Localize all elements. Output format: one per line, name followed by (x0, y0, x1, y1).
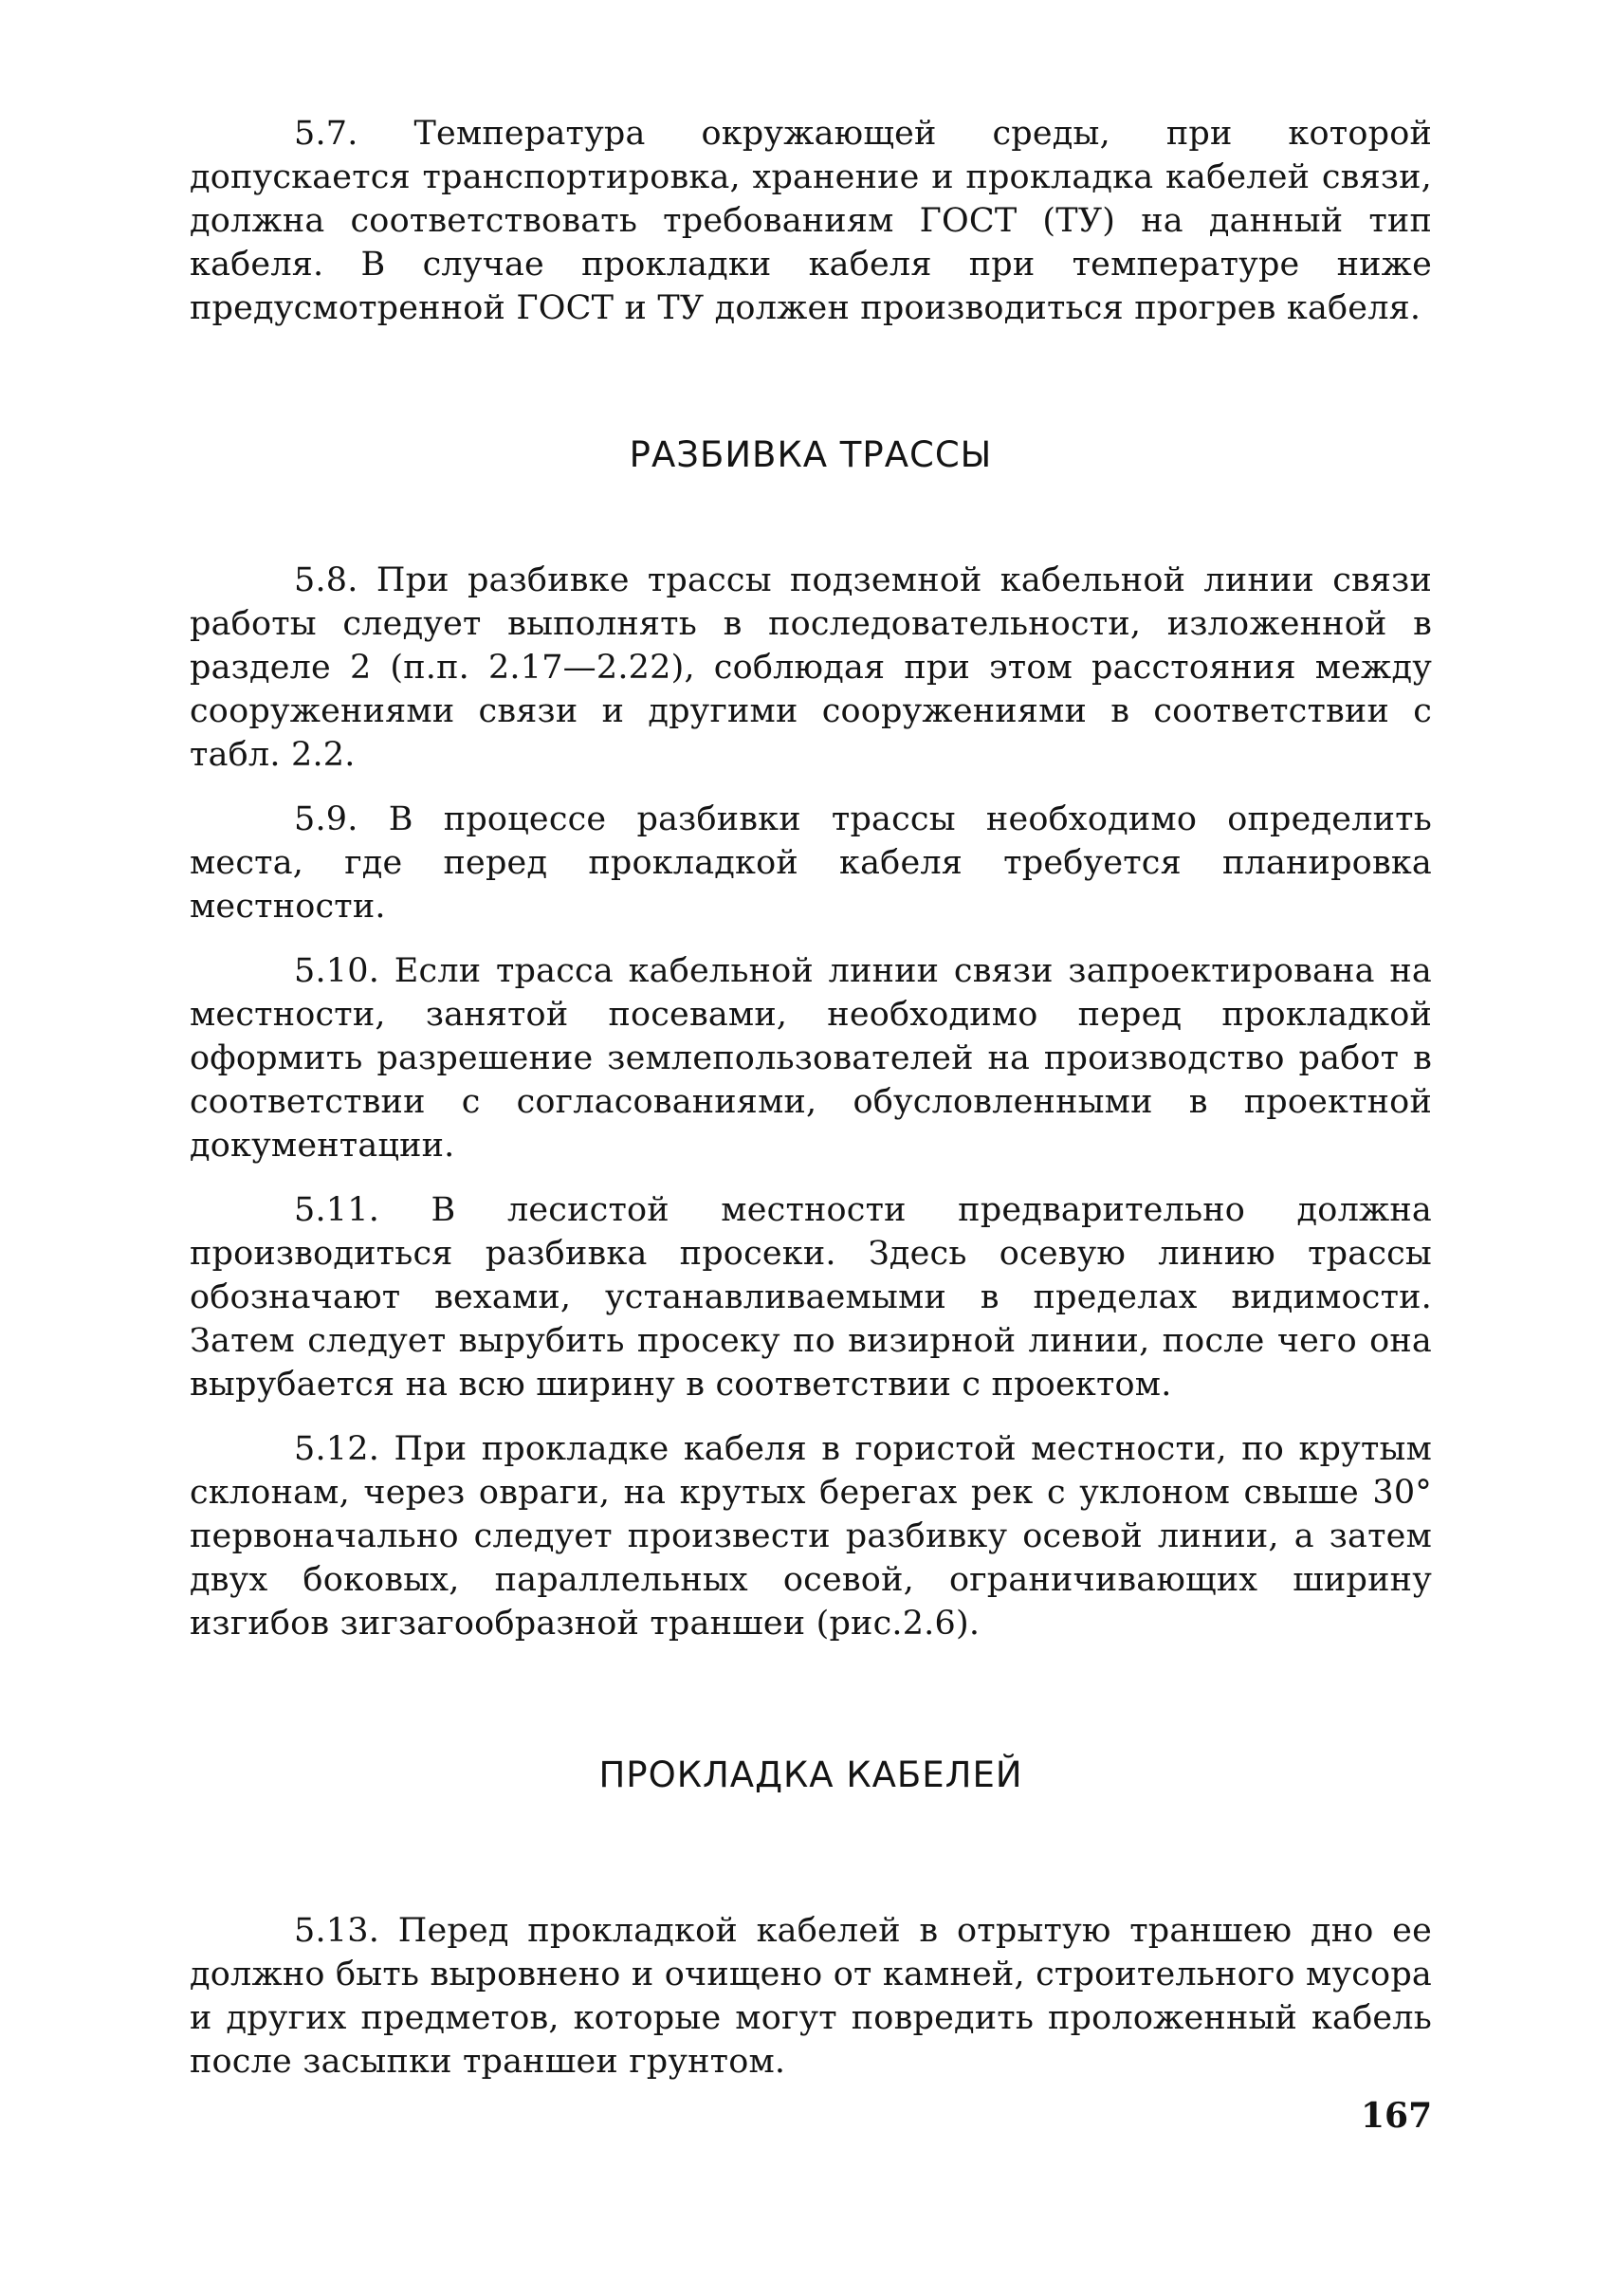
paragraph-5-11: 5.11. В лесистой местности предварительно должна производиться разбивка просеки. Здесь осевую линию трассы обозначают вехами, устанавливаемыми в пределах видимости. Затем следует вырубить просеку по визирной линии, после чего она вырубается на всю ширину в соответствии с проектом. (190, 1191, 1432, 1404)
paragraph-5-9: 5.9. В процессе разбивки трассы необходимо определить места, где перед прокладкой кабеля требуется планировка местности. (190, 800, 1432, 926)
paragraph-5-13: 5.13. Перед прокладкой кабелей в отрытую траншею дно ее должно быть выровнено и очищено от камней, строительного мусора и других предметов, которые могут повредить проложенный кабель после засыпки траншеи грунтом. (190, 1912, 1432, 2081)
section-heading-route-marking: РАЗБИВКА ТРАССЫ (629, 434, 993, 475)
paragraph-5-7: 5.7. Температура окружающей среды, при которой допускается транспортировка, хранение и прокладка кабелей связи, должна соответствовать требованиям ГОСТ (ТУ) на данный тип кабеля. В случае прокладки кабеля при температуре ниже предусмотренной ГОСТ и ТУ должен производиться прогрев кабеля. (190, 115, 1432, 327)
paragraph-5-12: 5.12. При прокладке кабеля в гористой местности, по крутым склонам, через овраги, на крутых берегах рек с уклоном свыше 30° первоначально следует произвести разбивку осевой линии, а затем двух боковых, параллельных осевой, ограничивающих ширину изгибов зигзагообразной траншеи (рис.2.6). (190, 1430, 1432, 1643)
section-heading-cable-laying: ПРОКЛАДКА КАБЕЛЕЙ (598, 1754, 1023, 1795)
paragraph-5-10: 5.10. Если трасса кабельной линии связи запроектирована на местности, занятой посевами, необходимо перед прокладкой оформить разрешение землепользователей на производство работ в соответствии с согласованиями, обусловленными в проектной документации. (190, 952, 1432, 1165)
page-body (190, 112, 1432, 2084)
paragraph-5-8: 5.8. При разбивке трассы подземной кабельной линии связи работы следует выполнять в последовательности, изложенной в разделе 2 (п.п. 2.17—2.22), соблюдая при этом расстояния между сооружениями связи и другими сооружениями в соответствии с табл. 2.2. (190, 561, 1432, 774)
page-number: 167 (1361, 2096, 1433, 2136)
